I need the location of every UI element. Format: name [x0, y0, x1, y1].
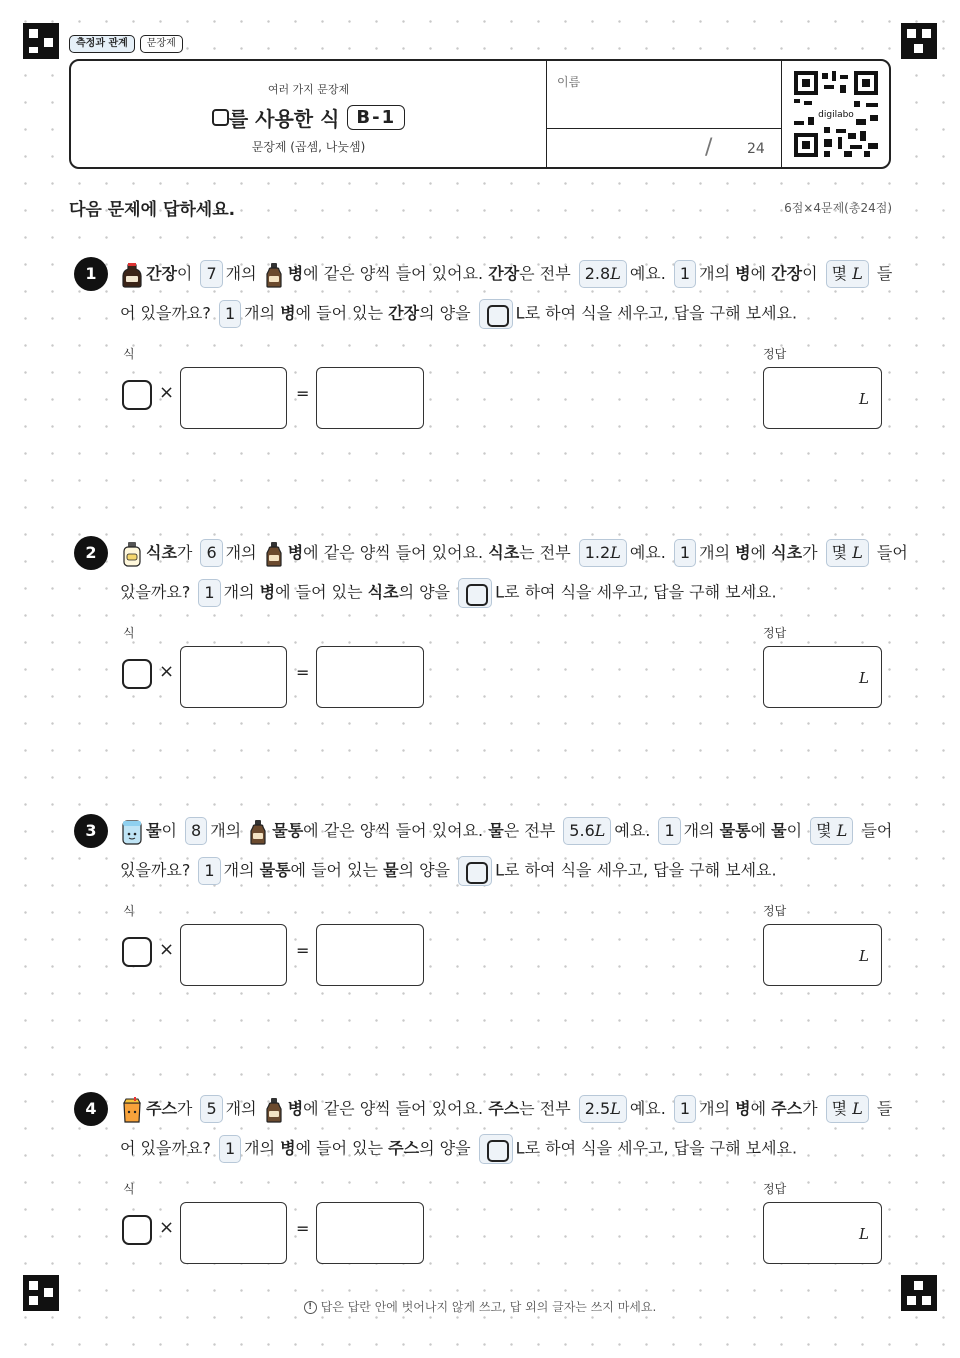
one-box: 1 — [658, 817, 680, 845]
problem-number: 1 — [74, 257, 108, 291]
formula-label: 식 — [123, 626, 135, 640]
problem-3 — [0, 804, 960, 1074]
square-symbol-icon — [122, 659, 152, 689]
count-box: 8 — [185, 817, 207, 845]
item-name: 물 — [146, 821, 162, 840]
equals-sign: = — [296, 663, 310, 682]
total-amount-box: 5.6L — [563, 817, 611, 845]
bottle-icon — [262, 1097, 286, 1123]
worksheet-header — [69, 59, 891, 169]
name-label: 이름 — [557, 75, 581, 89]
square-symbol-icon — [122, 937, 152, 967]
formula-input-result[interactable] — [316, 367, 424, 429]
one-box: 1 — [198, 579, 220, 607]
problem-text-line-1: 간장이 7 개의 병에 같은 양씩 들어 있어요. 간장은 전부 2.8L 예요. 1 개의 병에 간장이 몇 L 들 — [120, 260, 892, 288]
how-many-box: 몇 L — [826, 539, 869, 567]
container-name: 물통 — [272, 821, 304, 840]
total-amount-box: 2.8L — [579, 260, 627, 288]
equals-sign: = — [296, 941, 310, 960]
total-amount-box: 1.2L — [579, 539, 627, 567]
answer-unit: L — [859, 669, 869, 687]
square-placeholder-icon — [479, 1134, 513, 1164]
formula-input-result[interactable] — [316, 1202, 424, 1264]
how-many-box: 몇 L — [826, 1095, 869, 1123]
footer-note — [0, 1298, 960, 1315]
warning-icon: ! — [304, 1301, 317, 1314]
answer-input[interactable] — [763, 646, 882, 708]
times-sign: × — [159, 382, 175, 403]
formula-input-result[interactable] — [316, 924, 424, 986]
score-total: 24 — [747, 141, 765, 157]
footer-text: 답은 답란 안에 벗어나지 않게 쓰고, 답 외의 글자는 쓰지 마세요. — [320, 1300, 657, 1314]
header-title — [71, 103, 546, 132]
item-name: 주스 — [146, 1099, 177, 1118]
tag-type: 문장제 — [140, 35, 183, 53]
times-sign: × — [159, 661, 175, 682]
header-title-area — [71, 61, 546, 167]
problem-number: 4 — [74, 1092, 108, 1126]
score-slash: / — [705, 135, 713, 160]
answer-unit: L — [859, 390, 869, 408]
total-amount-box: 2.5L — [579, 1095, 627, 1123]
equals-sign: = — [296, 384, 310, 403]
problem-text-line-2: 어 있을까요? 1 개의 병에 들어 있는 간장의 양을 L로 하여 식을 세우고, 답을 구해 보세요. — [120, 299, 797, 329]
container-name: 병 — [287, 1099, 304, 1118]
divider — [547, 128, 781, 129]
square-symbol-icon — [122, 1215, 152, 1245]
soy-sauce-icon — [120, 262, 144, 288]
problem-2 — [0, 526, 960, 796]
how-many-box: 몇 L — [810, 817, 853, 845]
one-box: 1 — [674, 539, 696, 567]
times-sign: × — [159, 939, 175, 960]
equals-sign: = — [296, 1219, 310, 1238]
formula-input-multiplier[interactable] — [180, 1202, 287, 1264]
worksheet-code: B-1 — [347, 105, 405, 130]
container-name: 병 — [287, 264, 304, 283]
one-box: 1 — [674, 1095, 696, 1123]
formula-input-multiplier[interactable] — [180, 924, 287, 986]
name-score-area — [546, 61, 782, 167]
item-name: 식초 — [146, 543, 177, 562]
square-placeholder-icon — [479, 299, 513, 329]
header-title-text: 를 사용한 식 — [228, 107, 340, 131]
header-subtitle: 여러 가지 문장제 — [267, 83, 350, 96]
tag-group — [69, 35, 183, 53]
problem-text-line-1: 식초가 6 개의 병에 같은 양씩 들어 있어요. 식초는 전부 1.2L 예요. 1 개의 병에 식초가 몇 L 들어 — [120, 539, 908, 567]
bottle-icon — [262, 262, 286, 288]
problem-text-line-2: 있을까요? 1 개의 물통에 들어 있는 물의 양을 L로 하여 식을 세우고, 답을 구해 보세요. — [120, 856, 777, 886]
one-box: 1 — [198, 857, 220, 885]
juice-icon — [120, 1097, 144, 1123]
answer-label: 정답 — [763, 904, 787, 918]
problem-text-line-2: 어 있을까요? 1 개의 병에 들어 있는 주스의 양을 L로 하여 식을 세우고, 답을 구해 보세요. — [120, 1134, 797, 1164]
square-symbol-icon — [122, 380, 152, 410]
formula-input-result[interactable] — [316, 646, 424, 708]
header-category: 문장제 (곱셈, 나눗셈) — [251, 140, 366, 154]
item-name: 간장 — [146, 264, 177, 283]
answer-label: 정답 — [763, 347, 787, 361]
formula-input-multiplier[interactable] — [180, 646, 287, 708]
square-placeholder-icon — [458, 578, 492, 608]
formula-label: 식 — [123, 347, 135, 361]
problem-1 — [0, 247, 960, 517]
vinegar-icon — [120, 541, 144, 567]
one-box: 1 — [219, 300, 241, 328]
formula-label: 식 — [123, 1182, 135, 1196]
problem-text-line-1: 주스가 5 개의 병에 같은 양씩 들어 있어요. 주스는 전부 2.5L 예요. 1 개의 병에 주스가 몇 L 들 — [120, 1095, 892, 1123]
one-box: 1 — [219, 1135, 241, 1163]
problem-text-line-2: 있을까요? 1 개의 병에 들어 있는 식초의 양을 L로 하여 식을 세우고, 답을 구해 보세요. — [120, 578, 777, 608]
qr-code-text: digilabo — [818, 110, 854, 120]
answer-unit: L — [859, 1225, 869, 1243]
tag-category: 측정과 관계 — [69, 35, 135, 53]
problem-text-line-1: 물이 8 개의 물통에 같은 양씩 들어 있어요. 물은 전부 5.6L 예요. 1 개의 물통에 물이 몇 L 들어 — [120, 817, 892, 845]
instruction-text: 다음 문제에 답하세요. — [69, 200, 236, 220]
times-sign: × — [159, 1217, 175, 1238]
answer-label: 정답 — [763, 626, 787, 640]
square-symbol-icon — [212, 109, 229, 126]
answer-input[interactable] — [763, 924, 882, 986]
container-name: 병 — [287, 543, 304, 562]
problem-number: 2 — [74, 536, 108, 570]
answer-unit: L — [859, 947, 869, 965]
square-placeholder-icon — [458, 856, 492, 886]
qr-code-icon — [794, 71, 878, 157]
water-icon — [120, 819, 144, 845]
one-box: 1 — [674, 260, 696, 288]
count-box: 6 — [200, 539, 222, 567]
corner-marker-top-left — [23, 23, 59, 59]
corner-marker-top-right — [901, 23, 937, 59]
problem-number: 3 — [74, 814, 108, 848]
bottle-icon — [246, 819, 270, 845]
formula-input-multiplier[interactable] — [180, 367, 287, 429]
answer-input[interactable] — [763, 367, 882, 429]
bottle-icon — [262, 541, 286, 567]
count-box: 5 — [200, 1095, 222, 1123]
answer-input[interactable] — [763, 1202, 882, 1264]
formula-label: 식 — [123, 904, 135, 918]
count-box: 7 — [200, 260, 222, 288]
score-info: 6점×4문제(총24점) — [784, 201, 892, 215]
how-many-box: 몇 L — [826, 260, 869, 288]
answer-label: 정답 — [763, 1182, 787, 1196]
